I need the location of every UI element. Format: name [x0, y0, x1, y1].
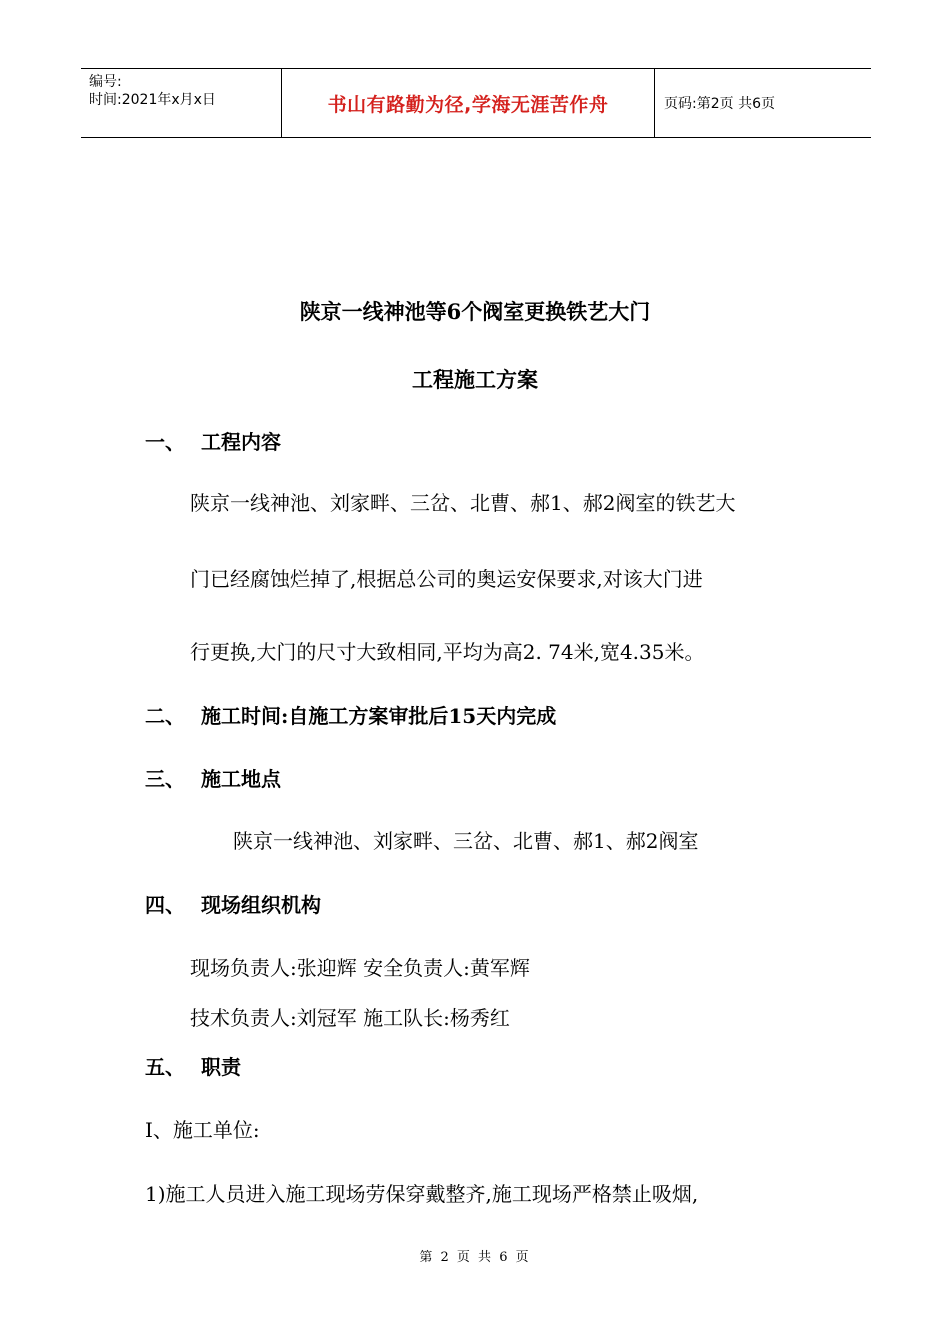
section-heading-1: [145, 426, 281, 455]
paragraph-line: 行更换,大门的尺寸大致相同,平均为高2. 74米,宽4.35米。: [190, 640, 705, 664]
header-page-info: 页码:第2页 共6页: [664, 96, 775, 112]
section-heading-3: [145, 763, 281, 792]
section-title: 工程内容: [201, 430, 281, 454]
section-number: 三、: [145, 767, 185, 791]
document-header: [81, 68, 871, 138]
section-number: 二、: [145, 704, 185, 728]
header-number-label: 编号:: [89, 74, 122, 90]
section-number: 四、: [145, 893, 185, 917]
header-time-label: 时间:2021年x月x日: [89, 92, 216, 108]
section-title: 职责: [201, 1055, 241, 1079]
section-heading-5: [145, 1051, 241, 1080]
document-title: 陕京一线神池等6个阀室更换铁艺大门: [299, 299, 651, 324]
org-line: 现场负责人:张迎辉 安全负责人:黄军辉: [190, 956, 530, 980]
org-line: 技术负责人:刘冠军 施工队长:杨秀红: [190, 1006, 510, 1030]
header-meta: [81, 69, 282, 137]
location-text: 陕京一线神池、刘家畔、三岔、北曹、郝1、郝2阀室: [233, 829, 699, 853]
section-number: 一、: [145, 430, 185, 454]
section-title: 现场组织机构: [201, 893, 321, 917]
section-number: 五、: [145, 1055, 185, 1079]
paragraph-line: 陕京一线神池、刘家畔、三岔、北曹、郝1、郝2阀室的铁艺大: [190, 491, 736, 515]
header-motto: 书山有路勤为径,学海无涯苦作舟: [282, 69, 655, 137]
section-heading-4: [145, 889, 321, 918]
section-title: 施工地点: [201, 767, 281, 791]
page-footer: 第 2 页 共 6 页: [419, 1250, 531, 1265]
section-title: 施工时间:自施工方案审批后15天内完成: [201, 704, 557, 728]
list-item: 1)施工人员进入施工现场劳保穿戴整齐,施工现场严格禁止吸烟,: [145, 1182, 699, 1206]
unit-heading: I、施工单位:: [145, 1118, 260, 1142]
section-heading-2: [145, 700, 556, 729]
paragraph-line: 门已经腐蚀烂掉了,根据总公司的奥运安保要求,对该大门进: [190, 567, 703, 591]
document-subtitle: 工程施工方案: [412, 367, 538, 392]
